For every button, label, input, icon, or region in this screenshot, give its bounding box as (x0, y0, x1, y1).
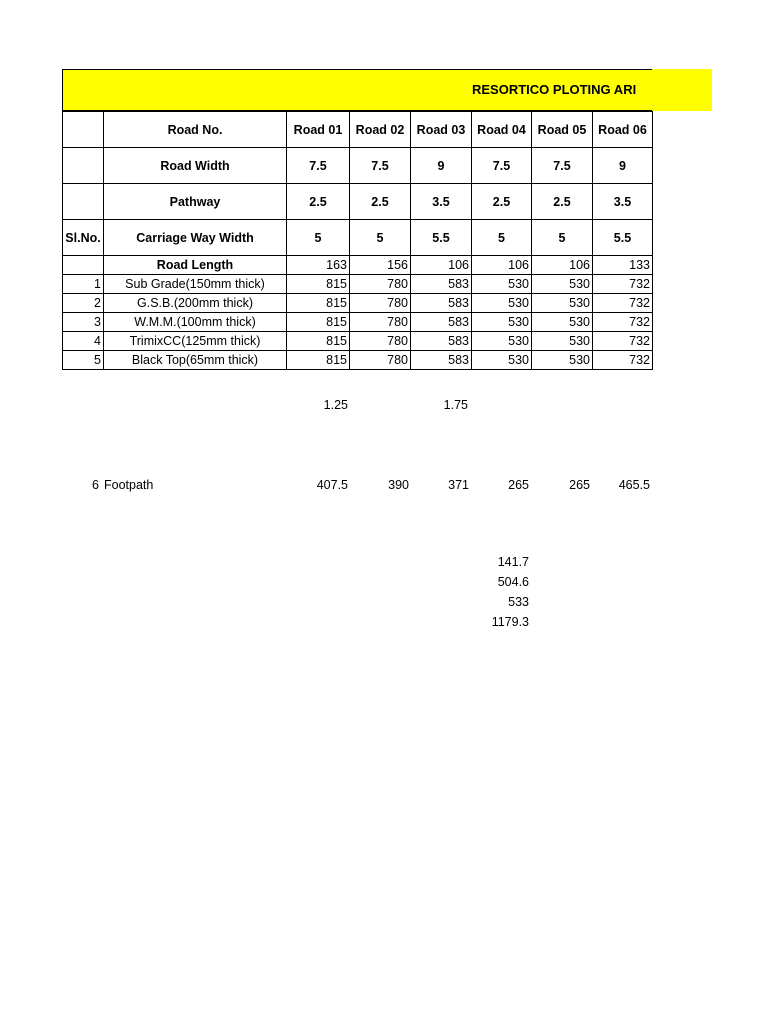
label-road-no: Road No. (104, 112, 287, 148)
cell-qty: 815 (287, 313, 350, 332)
table-row (63, 275, 653, 294)
cell-road-05: Road 05 (532, 112, 593, 148)
table-row (63, 294, 653, 313)
cell-road-03: Road 03 (411, 112, 472, 148)
cell-width: 7.5 (532, 148, 593, 184)
cell-qty: 815 (287, 275, 350, 294)
cell-qty: 530 (472, 313, 532, 332)
cell-empty (63, 256, 104, 275)
cell-qty: 732 (593, 313, 653, 332)
cell-qty: 732 (593, 332, 653, 351)
cell-qty: 815 (287, 332, 350, 351)
cell-length: 106 (532, 256, 593, 275)
cell-qty: 815 (287, 351, 350, 370)
cell-width: 9 (593, 148, 653, 184)
footpath-slno: 6 (92, 478, 99, 492)
label-road-width: Road Width (104, 148, 287, 184)
cell-empty (63, 148, 104, 184)
footpath-value: 265 (569, 478, 590, 492)
cell-qty: 530 (532, 332, 593, 351)
cell-qty: 530 (532, 294, 593, 313)
total-value: 504.6 (497, 575, 529, 589)
cell-slno: 1 (63, 275, 104, 294)
cell-pathway: 3.5 (411, 184, 472, 220)
cell-layer-name: Black Top(65mm thick) (104, 351, 287, 370)
cell-qty: 530 (472, 351, 532, 370)
cell-qty: 732 (593, 351, 653, 370)
cell-qty: 732 (593, 275, 653, 294)
cell-qty: 780 (350, 275, 411, 294)
cell-qty: 815 (287, 294, 350, 313)
footpath-value: 371 (448, 478, 469, 492)
header-row-road-no (63, 112, 653, 148)
label-slno: Sl.No. (63, 220, 104, 256)
label-pathway: Pathway (104, 184, 287, 220)
cell-carriage: 5 (287, 220, 350, 256)
cell-length: 156 (350, 256, 411, 275)
header-row-road-width (63, 148, 653, 184)
table-row (63, 351, 653, 370)
cell-slno: 5 (63, 351, 104, 370)
cell-pathway: 3.5 (593, 184, 653, 220)
cell-width: 7.5 (287, 148, 350, 184)
road-quantities-table (62, 111, 653, 370)
cell-qty: 583 (411, 313, 472, 332)
footpath-label: Footpath (104, 478, 154, 492)
total-value: 533 (508, 595, 529, 609)
cell-empty (63, 112, 104, 148)
cell-pathway: 2.5 (472, 184, 532, 220)
misc-value-b: 1.75 (443, 398, 468, 412)
table-row (63, 332, 653, 351)
label-road-length: Road Length (104, 256, 287, 275)
footpath-value: 465.5 (618, 478, 650, 492)
cell-qty: 780 (350, 351, 411, 370)
cell-qty: 583 (411, 294, 472, 313)
cell-qty: 530 (532, 351, 593, 370)
row-road-length (63, 256, 653, 275)
cell-carriage: 5.5 (593, 220, 653, 256)
cell-slno: 2 (63, 294, 104, 313)
cell-length: 106 (411, 256, 472, 275)
cell-pathway: 2.5 (287, 184, 350, 220)
footpath-value: 265 (508, 478, 529, 492)
cell-empty (63, 184, 104, 220)
cell-pathway: 2.5 (532, 184, 593, 220)
cell-carriage: 5 (532, 220, 593, 256)
cell-width: 7.5 (350, 148, 411, 184)
cell-carriage: 5 (350, 220, 411, 256)
table-row (63, 313, 653, 332)
cell-qty: 780 (350, 332, 411, 351)
cell-width: 7.5 (472, 148, 532, 184)
cell-qty: 530 (472, 332, 532, 351)
cell-qty: 583 (411, 332, 472, 351)
cell-road-06: Road 06 (593, 112, 653, 148)
footpath-value: 390 (388, 478, 409, 492)
cell-qty: 530 (472, 294, 532, 313)
cell-qty: 732 (593, 294, 653, 313)
cell-road-02: Road 02 (350, 112, 411, 148)
header-row-carriage-way (63, 220, 653, 256)
cell-road-01: Road 01 (287, 112, 350, 148)
cell-pathway: 2.5 (350, 184, 411, 220)
cell-layer-name: W.M.M.(100mm thick) (104, 313, 287, 332)
cell-road-04: Road 04 (472, 112, 532, 148)
cell-qty: 530 (532, 313, 593, 332)
cell-qty: 780 (350, 294, 411, 313)
cell-length: 163 (287, 256, 350, 275)
cell-qty: 530 (472, 275, 532, 294)
cell-width: 9 (411, 148, 472, 184)
label-carriage-way-width: Carriage Way Width (104, 220, 287, 256)
total-value: 1179.3 (491, 615, 529, 629)
cell-length: 133 (593, 256, 653, 275)
cell-qty: 583 (411, 351, 472, 370)
cell-layer-name: Sub Grade(150mm thick) (104, 275, 287, 294)
cell-layer-name: G.S.B.(200mm thick) (104, 294, 287, 313)
total-value: 141.7 (497, 555, 529, 569)
cell-carriage: 5.5 (411, 220, 472, 256)
header-row-pathway (63, 184, 653, 220)
cell-qty: 780 (350, 313, 411, 332)
cell-length: 106 (472, 256, 532, 275)
sheet-title: RESORTICO PLOTING ARI (472, 82, 637, 97)
cell-qty: 583 (411, 275, 472, 294)
cell-slno: 3 (63, 313, 104, 332)
cell-qty: 530 (532, 275, 593, 294)
misc-value-a: 1.25 (323, 398, 348, 412)
cell-carriage: 5 (472, 220, 532, 256)
cell-slno: 4 (63, 332, 104, 351)
cell-layer-name: TrimixCC(125mm thick) (104, 332, 287, 351)
footpath-value: 407.5 (316, 478, 348, 492)
